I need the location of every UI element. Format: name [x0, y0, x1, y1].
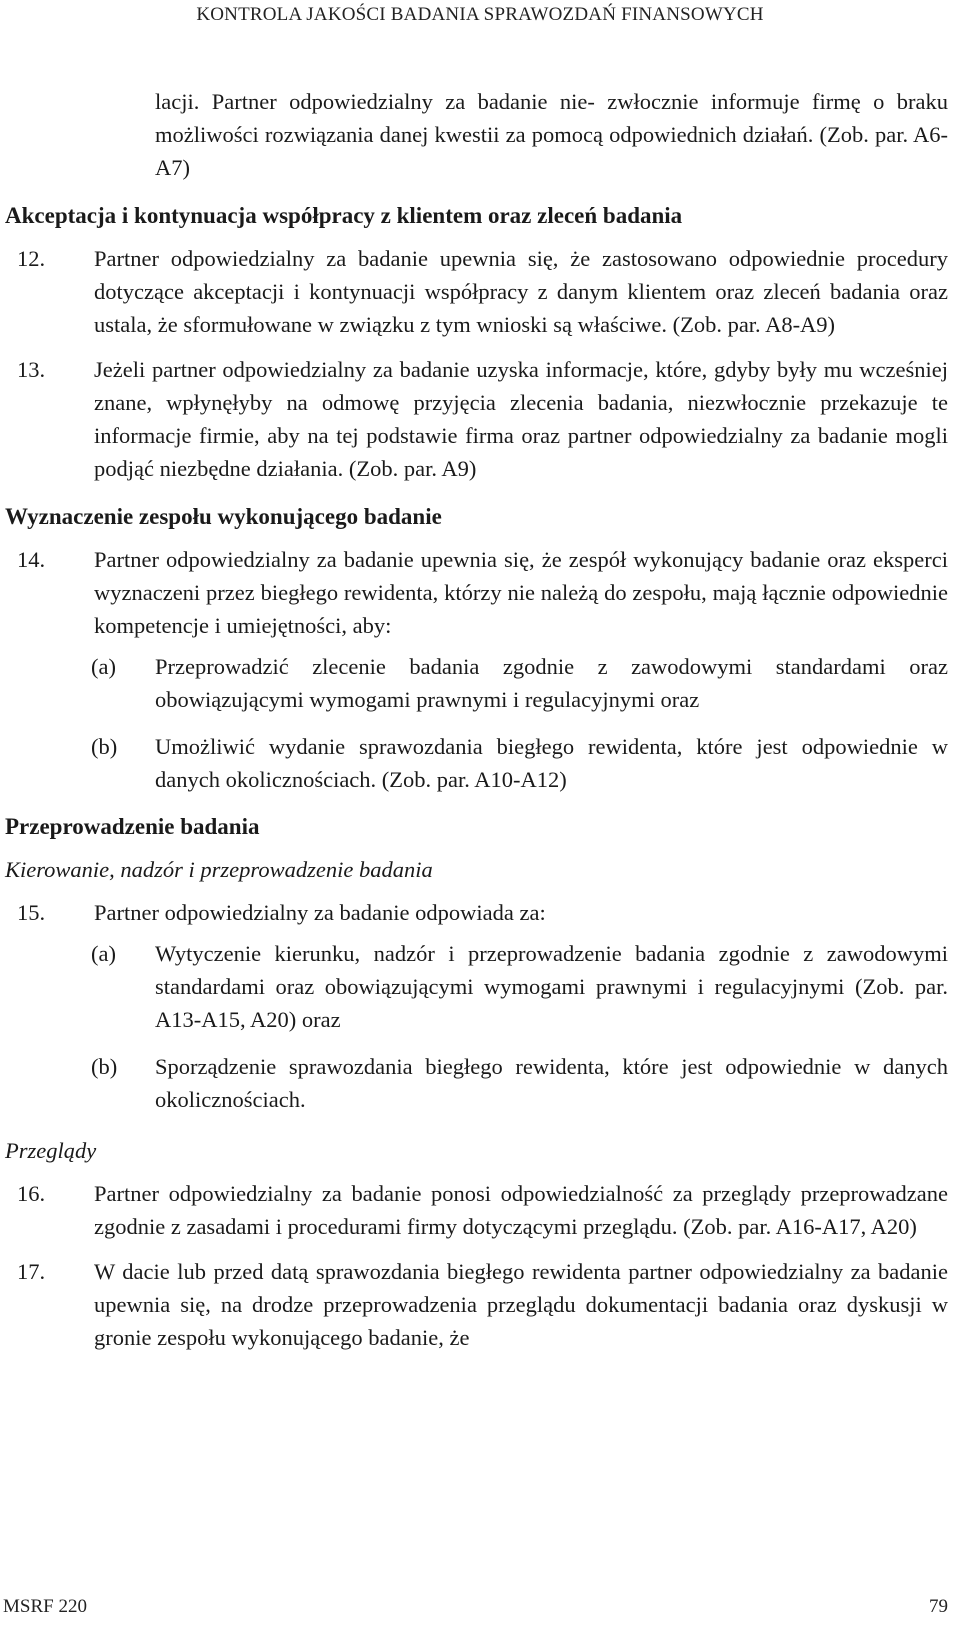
paragraph-number: 13. [17, 357, 46, 382]
list-item-letter: (a) [91, 654, 116, 679]
paragraph-13 [17, 353, 948, 485]
list-item-text: Wytyczenie kierunku, nadzór i przeprowadzenie badania zgodnie z zawodowymi standardami oraz obowiązującymi wymogami prawnymi i regulacyjnymi (Zob. par. A13-A15, A20) oraz [155, 941, 948, 1032]
paragraph-16 [17, 1177, 948, 1243]
page-number: 79 [929, 1596, 948, 1617]
paragraph-number: 17. [17, 1259, 46, 1284]
paragraph-text: Partner odpowiedzialny za badanie upewnia się, że zastosowano odpowiednie procedury dotyczące akceptacji i kontynuacji współpracy z danym klientem oraz zleceń badania oraz ustala, że sformułowane w związku z tym wnioski są właściwe. (Zob. par. A8-A9) [94, 246, 948, 337]
list-item-text: Przeprowadzić zlecenie badania zgodnie z zawodowymi standardami oraz obowiązującymi wymogami prawnymi i regulacyjnymi oraz [155, 654, 948, 712]
section-heading-acceptance: Akceptacja i kontynuacja współpracy z klientem oraz zleceń badania [5, 203, 683, 228]
paragraph-17 [17, 1255, 948, 1354]
list-item-text: Sporządzenie sprawozdania biegłego rewidenta, które jest odpowiednie w danych okolicznościach. [155, 1054, 948, 1112]
list-item-text: Umożliwić wydanie sprawozdania biegłego rewidenta, które jest odpowiednie w danych okolicznościach. (Zob. par. A10-A12) [155, 734, 948, 792]
paragraph-14 [17, 543, 948, 642]
list-item [91, 730, 948, 796]
list-item-letter: (b) [91, 1054, 118, 1079]
paragraph-text: Partner odpowiedzialny za badanie ponosi odpowiedzialność za przeglądy przeprowadzane zgodnie z zasadami i procedurami firmy dotyczącymi przeglądu. (Zob. par. A16-A17, A20) [94, 1181, 948, 1239]
paragraph-12 [17, 242, 948, 341]
continuation-paragraph: lacji. Partner odpowiedzialny za badanie nie- zwłocznie informuje firmę o braku możliwości rozwiązania danej kwestii za pomocą odpowiednich działań. (Zob. par. A6-A7) [155, 89, 948, 180]
section-heading-conduct: Przeprowadzenie badania [5, 814, 260, 839]
page-content [0, 85, 960, 1366]
list-item [91, 937, 948, 1036]
subheading-reviews: Przeglądy [5, 1138, 97, 1163]
paragraph-text: Jeżeli partner odpowiedzialny za badanie uzyska informacje, które, gdyby były mu wcześniej znane, wpłynęłyby na odmowę przyjęcia zlecenia badania, niezwłocznie przekazuje te informacje firmie, aby na tej podstawie firma oraz partner odpowiedzialny za badanie mogli podjąć niezbędne działania. (Zob. par. A9) [94, 357, 948, 481]
paragraph-text: W dacie lub przed datą sprawozdania biegłego rewidenta partner odpowiedzialny za badanie upewnia się, na drodze przeprowadzenia przeglądu dokumentacji badania oraz dyskusji w gronie zespołu wykonującego badanie, że [94, 1259, 948, 1350]
subheading-direction: Kierowanie, nadzór i przeprowadzenie badania [5, 857, 433, 882]
paragraph-15 [17, 896, 948, 929]
paragraph-number: 12. [17, 246, 46, 271]
list-item [91, 650, 948, 716]
list-item [91, 1050, 948, 1116]
paragraph-text: Partner odpowiedzialny za badanie upewnia się, że zespół wykonujący badanie oraz eksperci wyznaczeni przez biegłego rewidenta, którzy nie należą do zespołu, mają łącznie odpowiednie kompetencje i umiejętności, aby: [94, 547, 948, 638]
list-item-letter: (a) [91, 941, 116, 966]
paragraph-number: 16. [17, 1181, 46, 1206]
paragraph-number: 14. [17, 547, 46, 572]
paragraph-number: 15. [17, 900, 46, 925]
footer-standard-label: MSRF 220 [3, 1596, 87, 1617]
paragraph-text: Partner odpowiedzialny za badanie odpowiada za: [94, 900, 546, 925]
list-item-letter: (b) [91, 734, 118, 759]
running-header: KONTROLA JAKOŚCI BADANIA SPRAWOZDAŃ FINANSOWYCH [196, 4, 764, 25]
section-heading-team: Wyznaczenie zespołu wykonującego badanie [5, 504, 442, 529]
